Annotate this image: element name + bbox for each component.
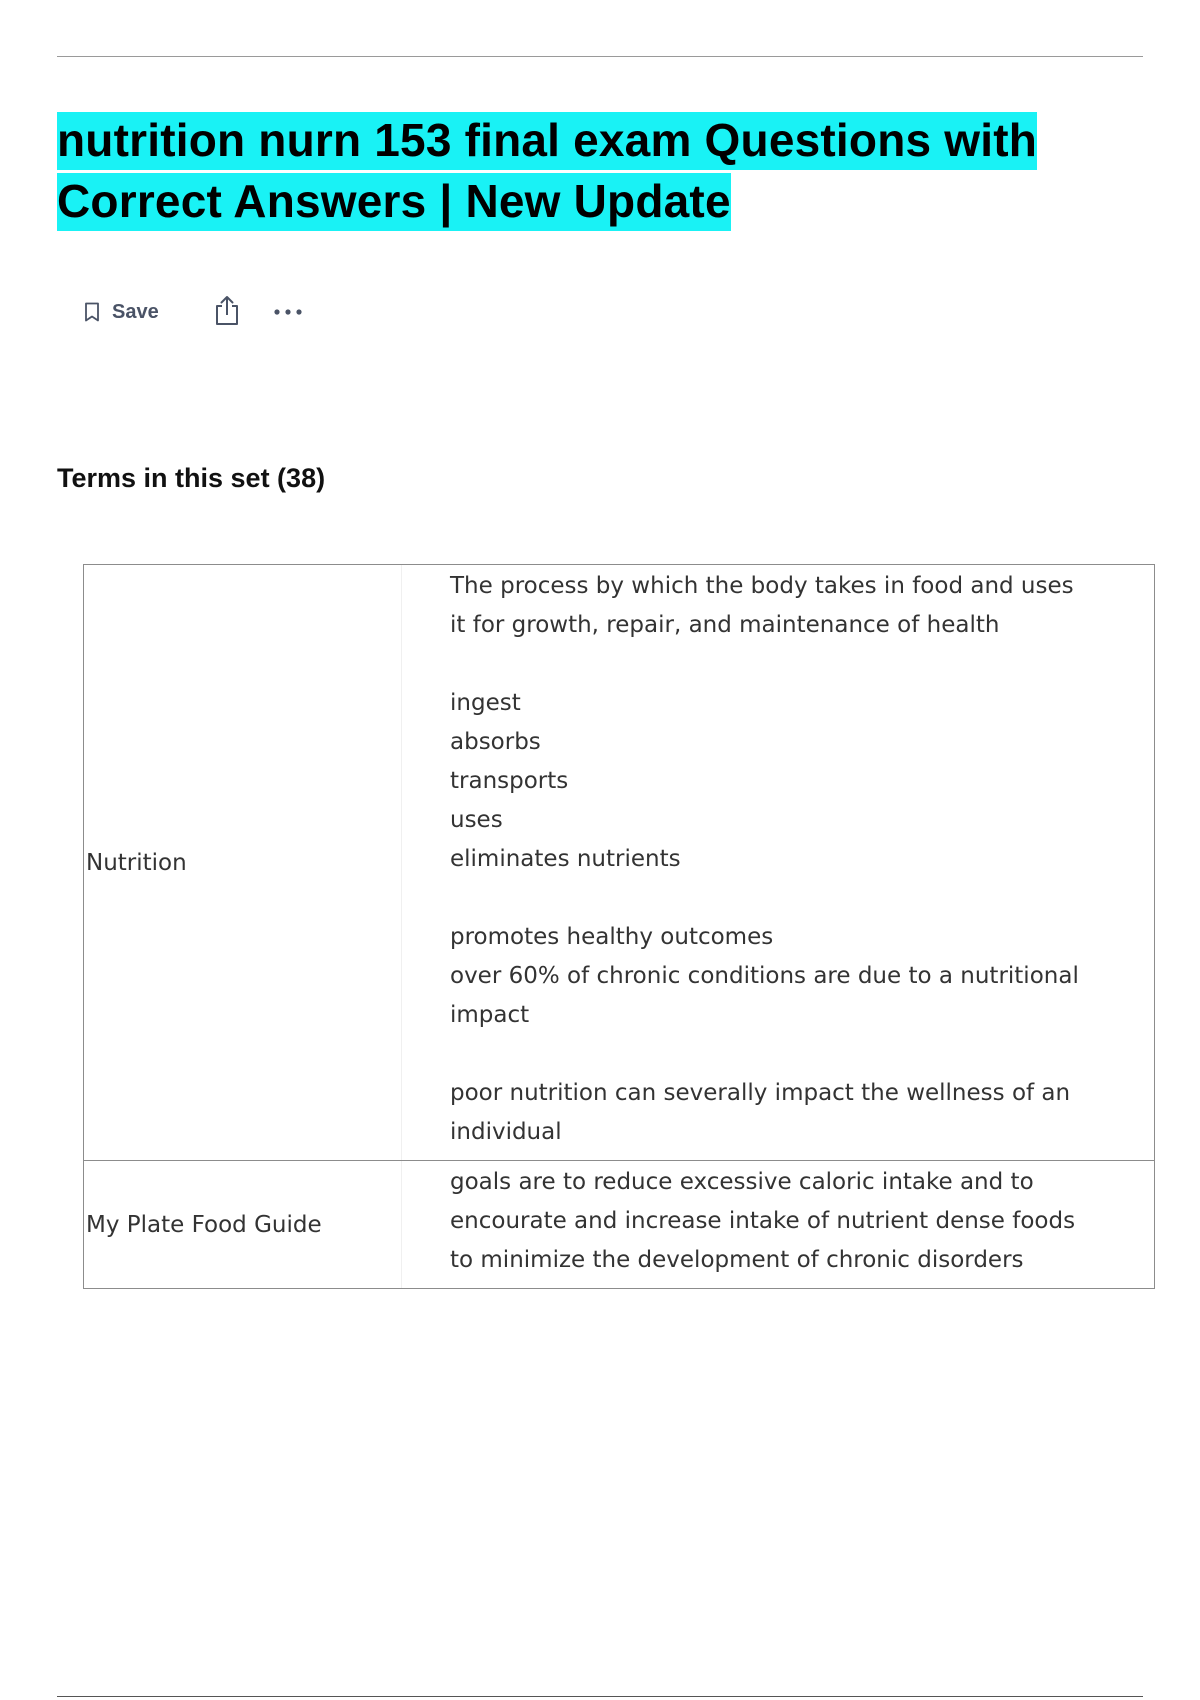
more-options-button[interactable]: [273, 303, 303, 321]
term-row-nutrition: [84, 565, 1154, 1160]
more-horizontal-icon: [273, 303, 303, 321]
term-definition: [402, 1161, 1154, 1288]
definition-line: over 60% of chronic conditions are due to a nutritional: [450, 963, 1079, 989]
term-word: My Plate Food Guide: [84, 1161, 402, 1288]
definition-line: impact: [450, 1002, 530, 1028]
bookmark-icon: [84, 302, 100, 322]
top-divider: [57, 56, 1143, 57]
definition-line: transports: [450, 768, 569, 794]
share-button[interactable]: [213, 294, 241, 331]
definition-line: uses: [450, 807, 503, 833]
definition-spacer: [450, 645, 1124, 684]
term-row-my-plate: [84, 1160, 1154, 1288]
share-icon: [213, 294, 241, 331]
page-title: [57, 110, 1107, 232]
definition-spacer: [450, 1035, 1124, 1074]
term-word: Nutrition: [84, 565, 402, 1160]
save-button[interactable]: [84, 301, 159, 324]
definition-line: to minimize the development of chronic disorders: [450, 1247, 1024, 1273]
terms-heading: Terms in this set (38): [57, 463, 326, 493]
definition-line: individual: [450, 1119, 562, 1145]
definition-line: goals are to reduce excessive caloric intake and to: [450, 1169, 1034, 1195]
definition-line: poor nutrition can severally impact the wellness of an: [450, 1080, 1071, 1106]
action-toolbar: [84, 292, 303, 332]
page-title-text: nutrition nurn 153 final exam Questions with Correct Answers | New Update: [57, 112, 1037, 231]
definition-line: it for growth, repair, and maintenance of health: [450, 612, 1000, 638]
definition-line: eliminates nutrients: [450, 846, 681, 872]
terms-table: [83, 564, 1155, 1289]
save-label: Save: [112, 300, 159, 323]
term-definition: [402, 565, 1154, 1160]
definition-spacer: [450, 879, 1124, 918]
definition-line: ingest: [450, 690, 521, 716]
definition-line: The process by which the body takes in food and uses: [450, 573, 1074, 599]
definition-line: promotes healthy outcomes: [450, 924, 774, 950]
definition-line: absorbs: [450, 729, 541, 755]
bottom-divider: [57, 1696, 1143, 1697]
definition-line: encourate and increase intake of nutrient dense foods: [450, 1208, 1076, 1234]
